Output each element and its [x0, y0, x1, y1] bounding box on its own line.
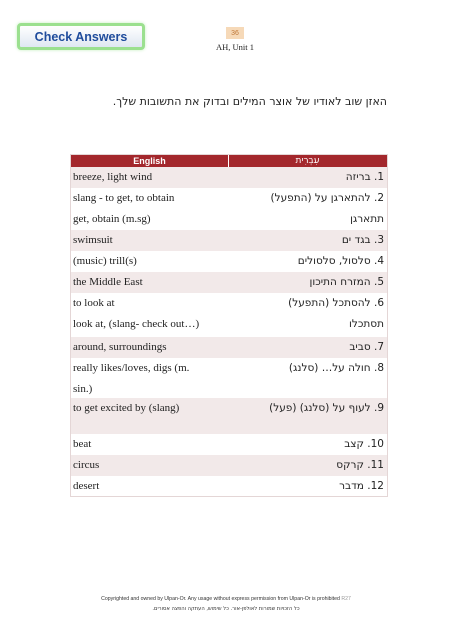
hebrew-term: 7. סביב: [349, 341, 384, 353]
header-hebrew: עִבְרִית: [295, 156, 320, 166]
table-row: [71, 337, 387, 358]
hebrew-term: 4. סלסול, סלסולים: [297, 255, 384, 267]
english-term: (music) trill(s): [73, 255, 137, 267]
table-row: [71, 398, 387, 434]
english-term: around, surroundings: [73, 341, 167, 353]
hebrew-term: 8. חולה על… (סלנג): [288, 362, 384, 374]
hebrew-term: 1. בריזה: [345, 171, 384, 183]
table-row: [71, 251, 387, 272]
header-english: English: [133, 156, 166, 166]
table-row: [71, 455, 387, 476]
page-number-badge: 36: [226, 27, 244, 39]
english-term: circus: [73, 459, 100, 471]
check-answers-button[interactable]: Check Answers: [17, 23, 145, 50]
table-row: [71, 230, 387, 251]
english-term: really likes/loves, digs (m. sin.): [73, 362, 190, 395]
english-term: desert: [73, 480, 100, 492]
table-row: [71, 358, 387, 398]
copyright-footer: [0, 596, 452, 602]
hebrew-term: 12. מדבר: [339, 480, 384, 492]
page-reference: R27: [341, 596, 351, 602]
table-row: [71, 188, 387, 230]
hebrew-term: 9. לעוף על (סלנג) (פעל): [269, 402, 384, 414]
hebrew-term: 5. המזרח התיכון: [309, 276, 384, 288]
english-term: to get excited by (slang): [73, 402, 180, 414]
english-term: slang - to get, to obtain get, obtain (m.sg): [73, 192, 175, 225]
table-row: [71, 476, 387, 496]
table-row: [71, 272, 387, 293]
hebrew-term: 10. קצב: [344, 438, 384, 450]
hebrew-term: 2. להתארגן על (התפעל) תתארגן: [270, 192, 384, 225]
table-row: [71, 167, 387, 188]
english-term: breeze, light wind: [73, 171, 153, 183]
table-header: [71, 155, 387, 167]
hebrew-term: 6. להסתכל (התפעל) תסתכלו: [288, 297, 384, 330]
instruction-text: האזן שוב לאודיו של אוצר המילים ובדוק את התשובות שלך.: [112, 95, 387, 108]
table-row: [71, 293, 387, 337]
copyright-text: Copyrighted and owned by Ulpan-Or. Any usage without express permission from Ulpan-Or is prohibited: [101, 596, 340, 602]
english-term: the Middle East: [73, 276, 143, 288]
table-row: [71, 434, 387, 455]
english-term: beat: [73, 438, 92, 450]
unit-label: AH, Unit 1: [215, 42, 254, 52]
hebrew-term: 3. בגד ים: [341, 234, 384, 246]
english-term: to look at look at, (slang- check out…): [73, 297, 200, 330]
hebrew-term: 11. קרקס: [336, 459, 384, 471]
english-term: swimsuit: [73, 234, 113, 246]
vocabulary-table: [70, 154, 388, 497]
copyright-footer-hebrew: כל הזכויות שמורות לאולפן-אור. כל שימוש, העתקה והפצה אסורים.: [152, 606, 300, 612]
